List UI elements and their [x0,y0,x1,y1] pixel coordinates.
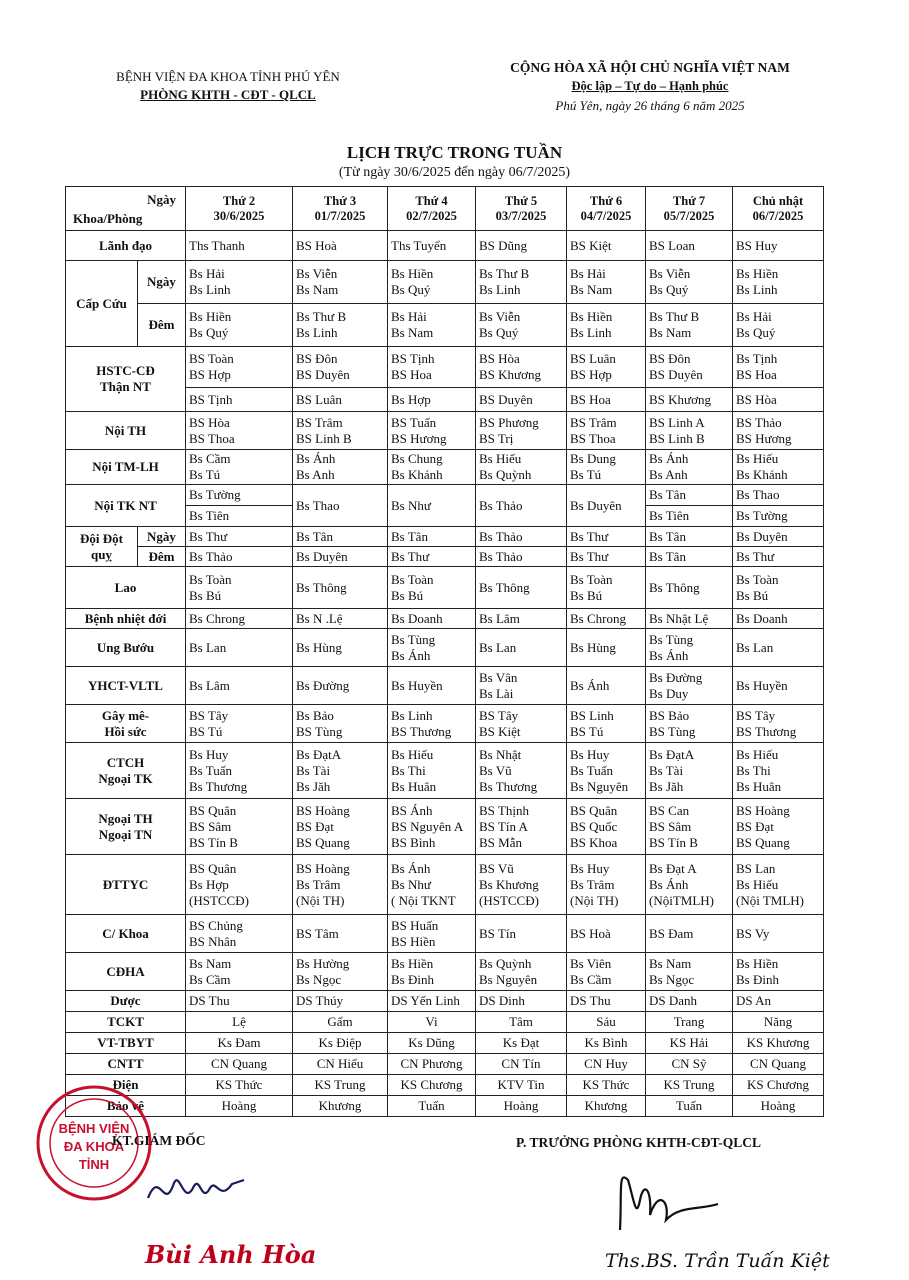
document-title: LỊCH TRỰC TRONG TUẦN [346,143,563,162]
duty-cell: Hoàng [733,1096,824,1117]
duty-cell: Lệ [186,1012,293,1033]
duty-cell: Bs ĐạtA Bs Tài Bs Jăh [293,743,388,799]
deputy-head-name: Ths.BS. Trần Tuấn Kiệt [605,1250,830,1272]
duty-cell: Khương [293,1096,388,1117]
duty-cell: BS Linh A BS Linh B [646,412,733,450]
dept-duoc: Dược [66,991,186,1012]
department-name: PHÒNG KHTH - CĐT - QLCL [140,87,316,102]
duty-cell: Bs Viên Bs Cầm [567,953,646,991]
duty-cell: CN Hiếu [293,1054,388,1075]
table-row [66,485,824,506]
duty-cell: BS Hòa [733,388,824,412]
duty-cell: Bs Lan [476,629,567,667]
duty-cell: Bs Thông [646,567,733,609]
day-date: 02/7/2025 [406,208,457,223]
duty-cell: BS Đam [646,915,733,953]
duty-cell: DS Danh [646,991,733,1012]
duty-cell: Bs Lan [733,629,824,667]
day-header [733,187,824,231]
duty-cell: KS Chương [388,1075,476,1096]
duty-cell: Bs Thư B Bs Linh [293,304,388,347]
table-row [66,1033,824,1054]
duty-cell: Bs Tường [733,506,824,527]
deputy-head-title: P. TRƯỞNG PHÒNG KHTH-CĐT-QLCL [516,1135,762,1150]
svg-text:BỆNH VIỆN: BỆNH VIỆN [58,1121,130,1136]
duty-cell: Bs Duyên [567,485,646,527]
duty-cell: Bs Thư [567,527,646,547]
dept-cap_cuu: Cấp Cứu [66,261,138,347]
duty-cell: BS Thịnh BS Tín A BS Mẫn [476,799,567,855]
dept-noi_tm: Nội TM-LH [66,450,186,485]
svg-text:TỈNH: TỈNH [78,1157,110,1172]
duty-cell: Bs Hợp [388,388,476,412]
duty-cell: Tuấn [646,1096,733,1117]
duty-cell: BS Linh BS Tú [567,705,646,743]
duty-cell: Bs Lâm [186,667,293,705]
duty-cell: BS Quân BS Quốc BS Khoa [567,799,646,855]
duty-cell: Bs Nhật Lệ [646,609,733,629]
duty-cell: BS Luân [293,388,388,412]
table-row [66,953,824,991]
place-date: Phú Yên, ngày 26 tháng 6 năm 2025 [555,98,745,113]
duty-cell: Hoàng [476,1096,567,1117]
day-date: 30/6/2025 [213,208,265,223]
duty-cell: Bs Cầm Bs Tú [186,450,293,485]
duty-cell: Ths Tuyển [388,231,476,261]
table-row [66,799,824,855]
duty-cell: BS Đôn BS Duyên [646,347,733,388]
duty-cell: Bs Hiếu Bs Thi Bs Huân [388,743,476,799]
duty-cell: Bs Tiên [186,506,293,527]
day-header [567,187,646,231]
table-row [66,1012,824,1033]
day-name: Thứ 4 [415,193,448,208]
table-row [66,231,824,261]
duty-cell: DS Thu [567,991,646,1012]
duty-cell: BS Kiệt [567,231,646,261]
duty-cell: Ths Thanh [186,231,293,261]
day-header [646,187,733,231]
duty-cell: Bs Nhật Bs Vũ Bs Thương [476,743,567,799]
duty-cell: Bs Doanh [733,609,824,629]
duty-cell: Bs Nam Bs Ngọc [646,953,733,991]
duty-cell: Ks Đam [186,1033,293,1054]
duty-cell: BS Vũ Bs Khương (HSTCCĐ) [476,855,567,915]
duty-cell: Bs Toàn Bs Bú [733,567,824,609]
duty-cell: Bs Đạt A Bs Ánh (NộiTMLH) [646,855,733,915]
table-row [66,347,824,388]
shift-day-label: Ngày [138,527,186,547]
dept-ctch: CTCH Ngoại TK [66,743,186,799]
signature-left-icon [140,1158,250,1228]
duty-cell: Bs Thao [293,485,388,527]
duty-cell: Bs Huy Bs Trâm (Nội TH) [567,855,646,915]
dept-bao_ve: Bảo vệ [66,1096,186,1117]
duty-cell: BS Huấn BS Hiền [388,915,476,953]
duty-cell: DS Thu [186,991,293,1012]
duty-cell: Bs Doanh [388,609,476,629]
national-header [470,58,830,115]
duty-cell: Bs Hiền Bs Quý [388,261,476,304]
dept-lanh_dao: Lãnh đạo [66,231,186,261]
duty-cell: BS Tuấn BS Hương [388,412,476,450]
duty-cell: Bs Đường [293,667,388,705]
duty-cell: BS Hòa BS Thoa [186,412,293,450]
duty-cell: Bs Hường Bs Ngọc [293,953,388,991]
table-row [66,743,824,799]
duty-cell: Bs Thông [293,567,388,609]
duty-cell: Ks Điệp [293,1033,388,1054]
duty-cell: CN Quang [733,1054,824,1075]
duty-cell: Gấm [293,1012,388,1033]
duty-cell: KS Chương [733,1075,824,1096]
duty-cell: BS Luân BS Hợp [567,347,646,388]
duty-cell: Bs Thảo [186,547,293,567]
table-row [66,1096,824,1117]
day-name: Thứ 2 [222,193,256,208]
duty-cell: Bs Lan [186,629,293,667]
duty-cell: BS Loan [646,231,733,261]
corner-day-label: Ngày [147,191,176,207]
header-corner [66,187,186,231]
duty-cell: Bs Chung Bs Khánh [388,450,476,485]
duty-cell: CN Sỹ [646,1054,733,1075]
duty-cell: Bs Hiền Bs Linh [733,261,824,304]
duty-cell: Bs Huy Bs Tuấn Bs Thương [186,743,293,799]
duty-cell: Ks Đạt [476,1033,567,1054]
duty-cell: Bs Quỳnh Bs Nguyên [476,953,567,991]
duty-cell: Bs Tiên [646,506,733,527]
document-subtitle: (Từ ngày 30/6/2025 đến ngày 06/7/2025) [338,165,571,180]
duty-cell: Bs ĐạtA Bs Tài Bs Jăh [646,743,733,799]
table-row [66,304,824,347]
duty-cell: BS Hoàng Bs Trâm (Nội TH) [293,855,388,915]
duty-cell: Bs Tân [646,547,733,567]
duty-cell: Bs Duyên [733,527,824,547]
duty-cell: DS Dinh [476,991,567,1012]
dept-tckt: TCKT [66,1012,186,1033]
duty-cell: KS Hải [646,1033,733,1054]
duty-cell: Tuấn [388,1096,476,1117]
table-row [66,261,824,304]
duty-cell: CN Quang [186,1054,293,1075]
duty-cell: KTV Tin [476,1075,567,1096]
table-row [66,991,824,1012]
table-row [66,629,824,667]
table-row [66,450,824,485]
duty-schedule-table [65,186,824,1117]
dept-vt_tbyt: VT-TBYT [66,1033,186,1054]
dept-dot_quy: Đội Đột quỵ [66,527,138,567]
duty-cell: Bs Vân Bs Lài [476,667,567,705]
duty-cell: KS Khương [733,1033,824,1054]
dept-yhct: YHCT-VLTL [66,667,186,705]
duty-cell: Bs Đường Bs Duy [646,667,733,705]
director-title: KT.GIÁM ĐỐC [112,1133,206,1148]
duty-cell: Vi [388,1012,476,1033]
duty-cell: BS Tịnh BS Hoa [388,347,476,388]
dept-cntt: CNTT [66,1054,186,1075]
dept-dien: Điện [66,1075,186,1096]
duty-cell: BS Trâm BS Thoa [567,412,646,450]
table-row [66,1075,824,1096]
shift-night-label: Đêm [138,547,186,567]
duty-cell: DS Thúy [293,991,388,1012]
duty-cell: Bs N .Lệ [293,609,388,629]
duty-cell: Bs Thảo [476,547,567,567]
duty-cell: BS Hoa [567,388,646,412]
dept-gay_me: Gây mê- Hồi sức [66,705,186,743]
duty-cell: Bs Toàn Bs Bú [186,567,293,609]
duty-cell: Trang [646,1012,733,1033]
duty-cell: Bs Thảo [476,527,567,547]
duty-cell: Bs Duyên [293,547,388,567]
duty-cell: Bs Chrong [567,609,646,629]
day-name: Thứ 6 [589,193,623,208]
table-row [66,412,824,450]
table-row [66,705,824,743]
duty-cell: Bs Thư [567,547,646,567]
duty-cell: Bs Hùng [293,629,388,667]
duty-cell: Bs Hải Bs Nam [567,261,646,304]
duty-cell: Bs Ánh Bs Anh [293,450,388,485]
table-row [66,547,824,567]
dept-dttyc: ĐTTYC [66,855,186,915]
dept-lao: Lao [66,567,186,609]
dept-ung_buou: Ung Bướu [66,629,186,667]
day-header [388,187,476,231]
duty-cell: KS Thức [186,1075,293,1096]
duty-cell: BS Hoà [293,231,388,261]
dept-ngoai_th: Ngoại TH Ngoại TN [66,799,186,855]
duty-cell: KS Trung [646,1075,733,1096]
duty-cell: Bs Tân [388,527,476,547]
duty-cell: Bs Hiền Bs Quý [186,304,293,347]
duty-cell: Hoàng [186,1096,293,1117]
duty-cell: BS Trâm BS Linh B [293,412,388,450]
duty-cell: BS Hòa BS Khương [476,347,567,388]
dept-noi_th: Nội TH [66,412,186,450]
duty-cell: Khương [567,1096,646,1117]
duty-cell: Bs Hải Bs Quý [733,304,824,347]
duty-cell: Bs Chrong [186,609,293,629]
duty-cell: BS Khương [646,388,733,412]
duty-cell: Bs Thư [733,547,824,567]
duty-cell: Bs Thông [476,567,567,609]
duty-cell: Bs Ánh Bs Như ( Nội TKNT [388,855,476,915]
duty-cell: Bs Hùng [567,629,646,667]
duty-cell: BS Hoà [567,915,646,953]
duty-cell: KS Thức [567,1075,646,1096]
duty-cell: BS Vy [733,915,824,953]
duty-cell: Bs Nam Bs Cầm [186,953,293,991]
motto: Độc lập – Tự do – Hạnh phúc [571,79,729,93]
director-name: Bùi Anh Hòa [145,1240,317,1269]
day-date: 05/7/2025 [663,208,715,223]
duty-cell: Bs Hiếu Bs Quỳnh [476,450,567,485]
duty-cell: DS An [733,991,824,1012]
duty-cell: BS Hoàng BS Đạt BS Quang [733,799,824,855]
duty-cell: Bs Tường [186,485,293,506]
duty-cell: Bs Tân [646,485,733,506]
duty-cell: Bs Hiền Bs Linh [567,304,646,347]
duty-cell: BS Chủng BS Nhân [186,915,293,953]
duty-cell: BS Thảo BS Hương [733,412,824,450]
duty-cell: Bs Hải Bs Nam [388,304,476,347]
duty-cell: Bs Huy Bs Tuấn Bs Nguyên [567,743,646,799]
table-row [66,855,824,915]
day-header [293,187,388,231]
duty-cell: Bs Hiền Bs Đinh [388,953,476,991]
duty-cell: Bs Viễn Bs Quý [476,304,567,347]
duty-cell: BS Duyên [476,388,567,412]
duty-cell: BS Quân BS Sâm BS Tín B [186,799,293,855]
duty-cell: Bs Hiền Bs Đinh [733,953,824,991]
signature-right-icon [600,1160,730,1250]
duty-cell: BS Can BS Sâm BS Tín B [646,799,733,855]
shift-day-label: Ngày [138,261,186,304]
day-date: 06/7/2025 [752,208,804,223]
duty-cell: BS Ánh BS Nguyên A BS Bình [388,799,476,855]
duty-cell: CN Phương [388,1054,476,1075]
dept-hstc: HSTC-CĐ Thận NT [66,347,186,412]
table-row [66,567,824,609]
day-date: 04/7/2025 [580,208,632,223]
duty-cell: Bs Hiếu Bs Thi Bs Huân [733,743,824,799]
table-row [66,1054,824,1075]
duty-cell: BS Quân Bs Hợp (HSTCCĐ) [186,855,293,915]
nation-title: CỘNG HÒA XÃ HỘI CHỦ NGHĨA VIỆT NAM [510,60,790,75]
duty-cell: Bs Thư B Bs Nam [646,304,733,347]
day-date: 01/7/2025 [314,208,366,223]
duty-cell: Bs Tịnh BS Hoa [733,347,824,388]
dept-cdha: CĐHA [66,953,186,991]
duty-cell: Bs Thảo [476,485,567,527]
duty-cell: CN Huy [567,1054,646,1075]
day-name: Chủ nhật [752,193,804,208]
duty-cell: Bs Thư [388,547,476,567]
duty-cell: BS Tín [476,915,567,953]
table-row [66,667,824,705]
duty-cell: Bs Ánh [567,667,646,705]
duty-cell: BS Tây BS Kiệt [476,705,567,743]
duty-cell: Ks Dũng [388,1033,476,1054]
duty-cell: Bs Toàn Bs Bú [567,567,646,609]
dept-benh_nhiet_doi: Bệnh nhiệt đới [66,609,186,629]
duty-cell: Bs Bảo BS Tùng [293,705,388,743]
table-row [66,609,824,629]
duty-cell: Bs Huyền [388,667,476,705]
duty-cell: Bs Linh BS Thương [388,705,476,743]
duty-cell: Bs Huyền [733,667,824,705]
duty-cell: Bs Tùng Bs Ánh [388,629,476,667]
duty-cell: BS Tịnh [186,388,293,412]
duty-cell: Ks Bình [567,1033,646,1054]
duty-cell: Bs Dung Bs Tú [567,450,646,485]
hospital-name: BỆNH VIỆN ĐA KHOA TỈNH PHÚ YÊN [116,69,340,84]
day-header [186,187,293,231]
duty-cell: Bs Viễn Bs Quý [646,261,733,304]
duty-cell: Sáu [567,1012,646,1033]
duty-cell: BS Tây BS Tú [186,705,293,743]
duty-cell: BS Tâm [293,915,388,953]
table-row [66,915,824,953]
duty-cell: Bs Tân [293,527,388,547]
duty-cell: BS Tây BS Thương [733,705,824,743]
duty-cell: Bs Tùng Bs Ánh [646,629,733,667]
duty-cell: Bs Như [388,485,476,527]
duty-cell: Bs Hiếu Bs Khánh [733,450,824,485]
day-header [476,187,567,231]
duty-cell: Năng [733,1012,824,1033]
duty-cell: Bs Lâm [476,609,567,629]
duty-cell: BS Huy [733,231,824,261]
duty-cell: BS Phương BS Trị [476,412,567,450]
duty-cell: Bs Toàn Bs Bú [388,567,476,609]
day-name: Thứ 5 [504,193,538,208]
dept-noi_tk: Nội TK NT [66,485,186,527]
duty-cell: Tâm [476,1012,567,1033]
duty-cell: Bs Viễn Bs Nam [293,261,388,304]
duty-cell: BS Đôn BS Duyên [293,347,388,388]
duty-cell: Bs Thư [186,527,293,547]
dept-c_khoa: C/ Khoa [66,915,186,953]
corner-dept-label: Khoa/Phòng [73,210,143,226]
issuer-header [78,68,378,104]
duty-cell: Bs Hải Bs Linh [186,261,293,304]
day-name: Thứ 7 [672,193,706,208]
duty-cell: BS Toàn BS Hợp [186,347,293,388]
duty-cell: Bs Tân [646,527,733,547]
table-row [66,187,824,231]
duty-cell: Bs Thao [733,485,824,506]
duty-cell: BS Dũng [476,231,567,261]
duty-cell: BS Lan Bs Hiếu (Nội TMLH) [733,855,824,915]
duty-cell: BS Hoàng BS Đạt BS Quang [293,799,388,855]
duty-cell: DS Yến Linh [388,991,476,1012]
duty-cell: Bs Ánh Bs Anh [646,450,733,485]
day-name: Thứ 3 [323,193,357,208]
duty-cell: CN Tín [476,1054,567,1075]
svg-text:ĐA KHOA: ĐA KHOA [63,1139,125,1154]
table-row [66,527,824,547]
duty-cell: BS Bảo BS Tùng [646,705,733,743]
day-date: 03/7/2025 [495,208,547,223]
duty-cell: Bs Thư B Bs Linh [476,261,567,304]
duty-cell: KS Trung [293,1075,388,1096]
shift-night-label: Đêm [138,304,186,347]
